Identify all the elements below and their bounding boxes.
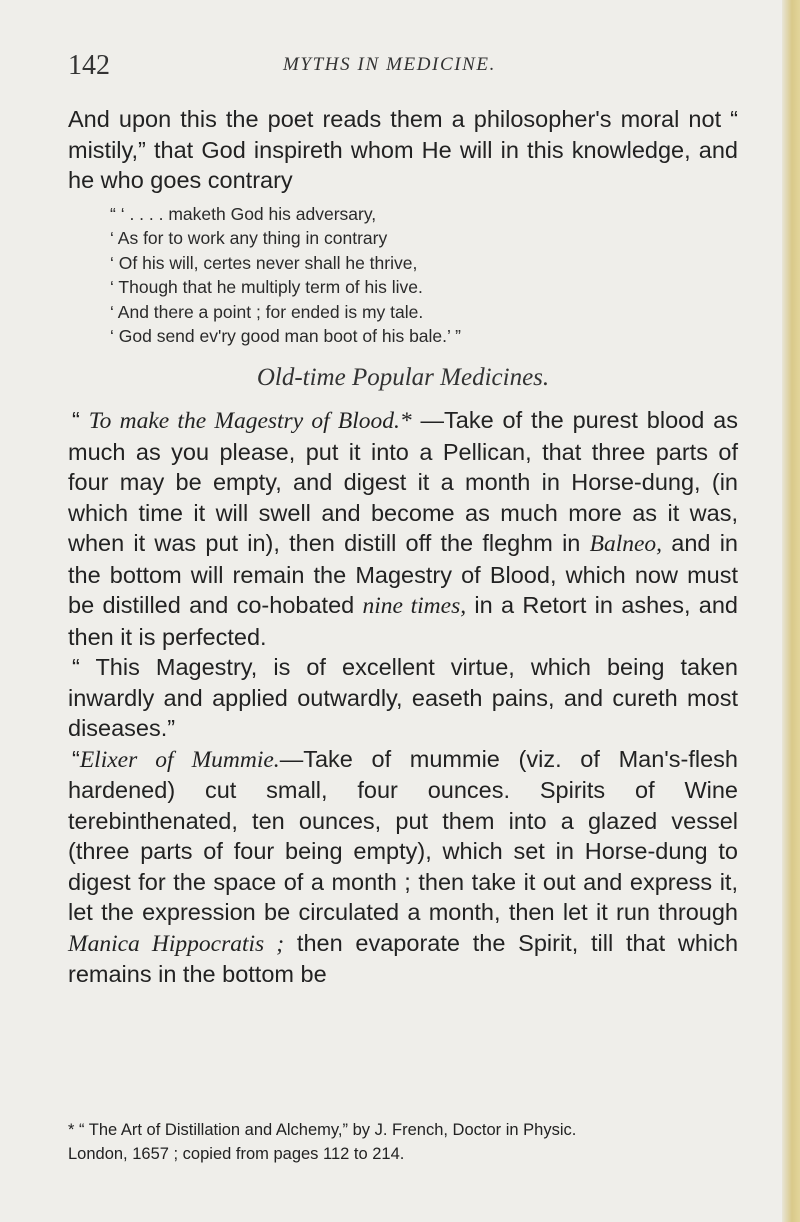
- recipe-elixer-of-mummie: [68, 744, 738, 990]
- recipe-italic-term: Balneo,: [589, 531, 663, 557]
- open-quote: “: [72, 407, 89, 433]
- verse-line: ‘ God send ev'ry good man boot of his bale.’ ”: [110, 326, 461, 346]
- recipe-text: then evaporate the Spirit, till that which remains in the bottom be: [68, 929, 739, 987]
- paragraph-magestry-virtue: “ This Magestry, is of excellent virtue, which being taken inwardly and applied outwardly, easeth pains, and cureth most diseases.”: [68, 654, 738, 741]
- running-title: MYTHS IN MEDICINE.: [283, 54, 496, 75]
- recipe-text: —Take of the purest blood as much as you please, put it into a Pellican, that three parts of four may be empty, and digest it a month in Horse-dung, (in which time it will swell and become as much more as it was, when it was put in), then distill off the fleghm in: [68, 407, 739, 556]
- open-quote: “: [72, 745, 80, 772]
- footnote: [68, 1118, 738, 1166]
- recipe-italic-term: Manica Hippocratis ;: [68, 930, 285, 957]
- recipe-text: and in the bottom will remain the Magestry of Blood, which now must be distilled and co-hobated: [68, 530, 738, 618]
- recipe-title: Elixer of Mummie.: [79, 746, 280, 773]
- recipe-text: in a Retort in ashes, and then it is perfected.: [68, 592, 738, 650]
- recipe-title: To make the Magestry of Blood.*: [88, 408, 412, 434]
- page-header: [68, 48, 738, 88]
- verse-quote: [110, 202, 738, 349]
- page-number: 142: [68, 50, 110, 81]
- recipe-italic-term: nine times,: [362, 593, 467, 619]
- recipe-text: —Take of mummie (viz. of Man's-flesh hardened) cut small, four ounces. Spirits of Wine terebinthenated, ten ounces, put them into a glazed vessel (three parts of four being empty), which set in Horse-dung to digest for the space of a month ; then take it out and express it, let the expression be circulated a month, then let it run through: [68, 745, 738, 925]
- verse-line: ‘ Of his will, certes never shall he thrive,: [110, 252, 418, 273]
- verse-line: ‘ And there a point ; for ended is my tale.: [110, 301, 424, 322]
- footnote-line: London, 1657 ; copied from pages 112 to 214.: [68, 1145, 405, 1163]
- section-heading: Old-time Popular Medicines.: [256, 363, 550, 391]
- body-text: [68, 104, 738, 990]
- page-edge: [782, 0, 800, 1222]
- recipe-magestry-of-blood: [68, 405, 738, 652]
- footnote-line: * “ The Art of Distillation and Alchemy,” by J. French, Doctor in Physic.: [68, 1121, 577, 1139]
- verse-line: ‘ Though that he multiply term of his live.: [110, 277, 423, 297]
- verse-line: “ ‘ . . . . maketh God his adversary,: [110, 203, 377, 224]
- verse-line: ‘ As for to work any thing in contrary: [110, 228, 388, 248]
- paragraph-intro: And upon this the poet reads them a philosopher's moral not “ mistily,” that God inspireth whom He will in this knowledge, and he who goes contrary: [68, 106, 738, 193]
